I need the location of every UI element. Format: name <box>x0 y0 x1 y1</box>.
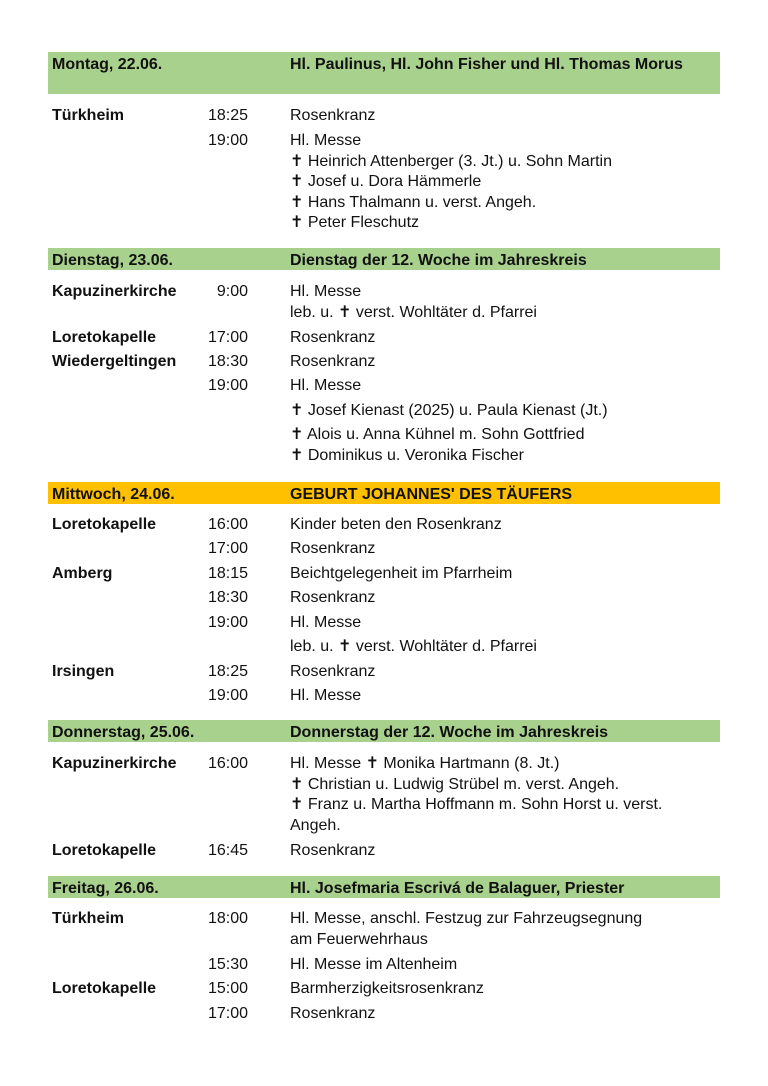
day-title: Hl. Paulinus, Hl. John Fisher und Hl. Thomas Morus <box>290 56 683 73</box>
time-label: 19:00 <box>207 687 248 704</box>
entry-line: Hl. Messe im Altenheim <box>290 956 458 973</box>
time-label: 17:00 <box>207 329 248 346</box>
entry-line: Kinder beten den Rosenkranz <box>290 516 502 533</box>
time-label: 18:15 <box>207 565 248 582</box>
entry-line: Rosenkranz <box>290 1005 376 1022</box>
place-label: Türkheim <box>52 910 125 927</box>
day-date: Freitag, 26.06. <box>52 880 159 897</box>
time-label: 9:00 <box>216 283 248 300</box>
day-date: Donnerstag, 25.06. <box>52 724 195 741</box>
time-label: 19:00 <box>207 132 248 149</box>
day-date: Dienstag, 23.06. <box>52 252 173 269</box>
time-label: 18:00 <box>207 910 248 927</box>
entry-line: ✝ Heinrich Attenberger (3. Jt.) u. Sohn Martin <box>290 152 612 170</box>
entry-line: Barmherzigkeitsrosenkranz <box>290 980 484 997</box>
day-header <box>48 248 720 270</box>
entry-line: Rosenkranz <box>290 353 376 370</box>
day-title: Hl. Josefmaria Escrivá de Balaguer, Priester <box>290 880 625 897</box>
time-label: 16:00 <box>207 516 248 533</box>
day-header <box>48 482 720 504</box>
entry-line: ✝ Dominikus u. Veronika Fischer <box>290 447 524 464</box>
day-title: GEBURT JOHANNES' DES TÄUFERS <box>290 486 573 503</box>
entry-line: Hl. Messe <box>290 132 362 149</box>
entry-line: ✝ Hans Thalmann u. verst. Angeh. <box>290 193 537 211</box>
time-label: 18:25 <box>207 663 248 680</box>
day-header <box>48 52 720 94</box>
time-label: 16:00 <box>207 755 248 772</box>
place-label: Wiedergeltingen <box>52 353 177 370</box>
entry-line: am Feuerwehrhaus <box>290 930 428 948</box>
entry-line: Hl. Messe <box>290 283 362 300</box>
place-label: Kapuzinerkirche <box>52 755 177 772</box>
place-label: Irsingen <box>52 663 115 680</box>
place-label: Loretokapelle <box>52 516 157 533</box>
place-label: Loretokapelle <box>52 329 157 346</box>
day-header <box>48 720 720 742</box>
time-label: 15:30 <box>207 956 248 973</box>
day-title: Donnerstag der 12. Woche im Jahreskreis <box>290 724 609 741</box>
time-label: 16:45 <box>207 842 248 859</box>
entry-line: Rosenkranz <box>290 842 376 859</box>
entry-line: leb. u. ✝ verst. Wohltäter d. Pfarrei <box>290 638 537 655</box>
day-date: Montag, 22.06. <box>52 56 163 73</box>
place-label: Loretokapelle <box>52 980 157 997</box>
entry-line: Rosenkranz <box>290 540 376 557</box>
entry-line: Rosenkranz <box>290 329 376 346</box>
day-title: Dienstag der 12. Woche im Jahreskreis <box>290 252 587 269</box>
time-label: 19:00 <box>207 377 248 394</box>
time-label: 19:00 <box>207 614 248 631</box>
entry-line: Rosenkranz <box>290 589 376 606</box>
entry-line: Hl. Messe <box>290 377 362 394</box>
entry-line: Hl. Messe, anschl. Festzug zur Fahrzeugsegnung <box>290 910 643 927</box>
entry-line: ✝ Christian u. Ludwig Strübel m. verst. Angeh. <box>290 775 620 793</box>
entry-line: Hl. Messe <box>290 687 362 704</box>
entry-line: ✝ Alois u. Anna Kühnel m. Sohn Gottfried <box>290 426 585 443</box>
place-label: Türkheim <box>52 107 125 124</box>
entry-line: ✝ Josef u. Dora Hämmerle <box>290 173 482 190</box>
entry-line: Beichtgelegenheit im Pfarrheim <box>290 565 513 582</box>
place-label: Loretokapelle <box>52 842 157 859</box>
time-label: 18:25 <box>207 107 248 124</box>
entry-line: ✝ Josef Kienast (2025) u. Paula Kienast (Jt.) <box>290 402 608 419</box>
entry-line: Angeh. <box>290 816 341 834</box>
day-date: Mittwoch, 24.06. <box>52 486 175 503</box>
place-label: Kapuzinerkirche <box>52 283 177 300</box>
entry-line: Hl. Messe ✝ Monika Hartmann (8. Jt.) <box>290 755 560 772</box>
entry-line: leb. u. ✝ verst. Wohltäter d. Pfarrei <box>290 303 537 321</box>
time-label: 15:00 <box>207 980 248 997</box>
entry-line: ✝ Peter Fleschutz <box>290 214 420 231</box>
time-label: 18:30 <box>207 589 248 606</box>
entry-line: ✝ Franz u. Martha Hoffmann m. Sohn Horst u. verst. <box>290 796 663 813</box>
entry-line: Rosenkranz <box>290 663 376 680</box>
time-label: 17:00 <box>207 1005 248 1022</box>
time-label: 18:30 <box>207 353 248 370</box>
entry-line: Rosenkranz <box>290 107 376 124</box>
entry-line: Hl. Messe <box>290 614 362 631</box>
place-label: Amberg <box>52 565 113 582</box>
time-label: 17:00 <box>207 540 248 557</box>
day-header <box>48 876 720 898</box>
